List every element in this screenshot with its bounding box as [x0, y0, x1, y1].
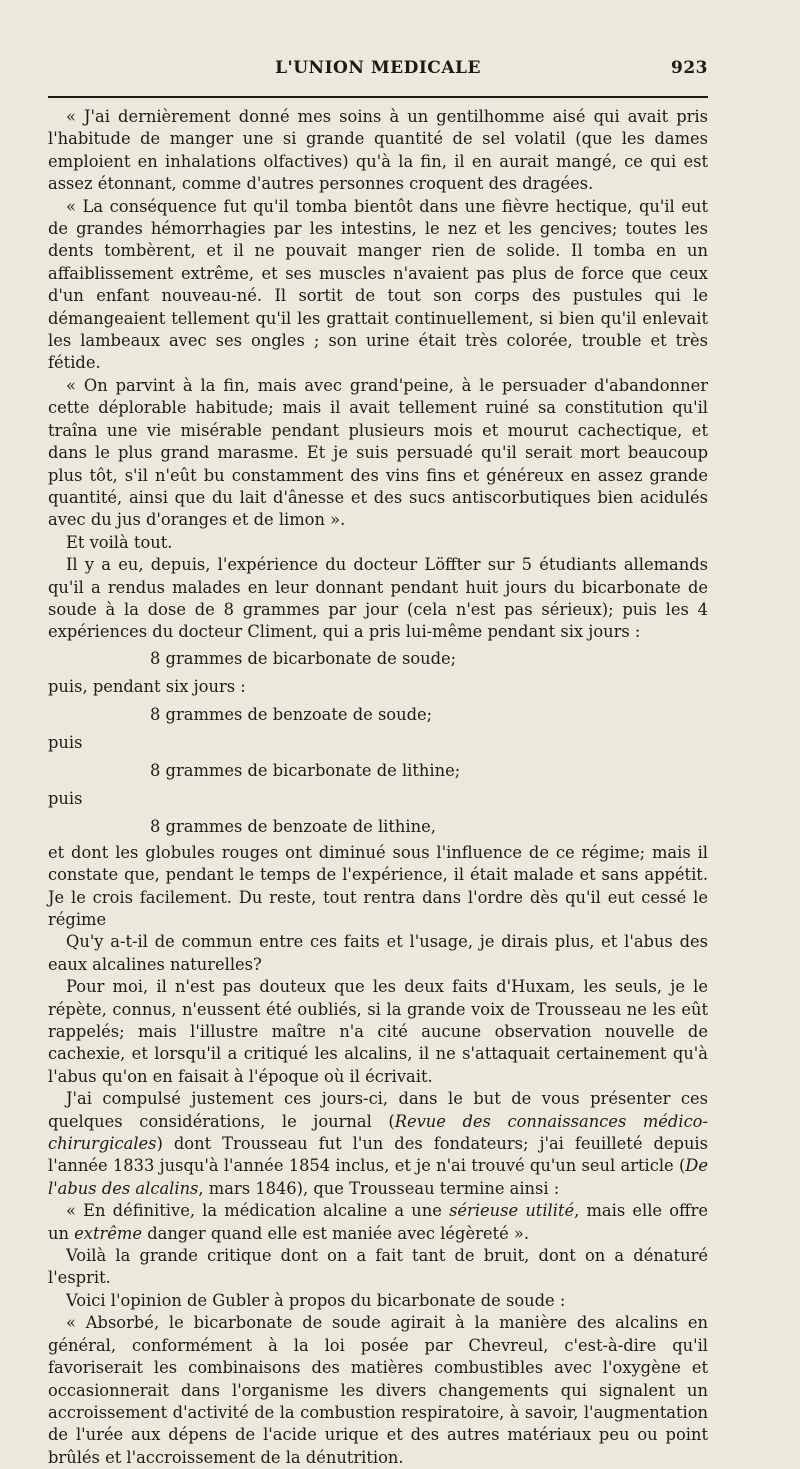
paragraph: et dont les globules rouges ont diminué sous l'influence de ce régime; mais il constate que, pendant le temps de l'expérience, il était malade et sans appétit. Je le crois facilement. Du reste, tout rentra dans l'ordre dès qu'il eut cessé le régime — [48, 842, 708, 929]
paragraph-quote — [48, 1200, 708, 1245]
text-run: J'ai compulsé justement ces jours-ci, dans le but de vous présenter ces quelques considérations, le journal ( — [48, 1089, 708, 1131]
paragraph: Il y a eu, depuis, l'expérience du docteur Löffter sur 5 étudiants allemands qu'il a rendus malades en leur donnant pendant huit jours du bicarbonate de soude à la dose de 8 grammes par jour (cela n'est pas sérieux); puis les 4 expériences du docteur Climent, qui a pris lui-même pendant six jours : — [48, 555, 708, 642]
header-rule — [48, 96, 708, 98]
text-run: , mais elle offre un — [48, 1201, 708, 1243]
emphasis: extrême — [74, 1223, 143, 1243]
regimen-label: puis, pendant six jours : — [48, 676, 246, 696]
regimen-label: puis — [48, 732, 83, 752]
regimen-line: 8 grammes de benzoate de lithine, — [150, 816, 436, 836]
journal-title: Revue des connaissances médico-chirurgicales — [48, 1111, 708, 1154]
paragraph: Voici l'opinion de Gubler à propos du bicarbonate de soude : — [66, 1290, 566, 1310]
paragraph: Et voilà tout. — [66, 532, 173, 552]
regimen-line: 8 grammes de bicarbonate de soude; — [150, 648, 457, 668]
paragraph: Qu'y a-t-il de commun entre ces faits et l'usage, je dirais plus, et l'abus des eaux alcalines naturelles? — [48, 932, 708, 974]
paragraph: « On parvint à la fin, mais avec grand'peine, à le persuader d'abandonner cette déplorable habitude; mais il avait tellement ruiné sa constitution qu'il traîna une vie misérable pendant plusieurs mois et mourut cachectique, et dans le plus grand marasme. Et je suis persuadé qu'il serait mort beaucoup plus tôt, s'il n'eût bu constamment des vins fins et généreux en assez grande quantité, ainsi que du lait d'ânesse et des sucs antiscorbutiques bien acidulés avec du jus d'oranges et de limon ». — [48, 375, 708, 530]
paragraph: « Absorbé, le bicarbonate de soude agirait à la manière des alcalins en général, conformément à la loi posée par Chevreul, c'est-à-dire qu'il favoriserait les combinaisons des matières combustibles avec l'oxygène et occasionnerait dans l'organisme les divers changements qui signalent un accroissement d'activité de la combustion respiratoire, à savoir, l'augmentation de l'urée aux dépens de l'acide urique et des autres matériaux peu ou point brûlés et l'accroissement de la dénutrition. — [48, 1313, 708, 1467]
text-run: « En définitive, la médication alcaline a une — [66, 1201, 450, 1221]
running-title: L'UNION MEDICALE — [275, 58, 481, 78]
text-run: danger quand elle est maniée avec légèreté ». — [142, 1223, 530, 1243]
paragraph: Voilà la grande critique dont on a fait tant de bruit, dont on a dénaturé l'esprit. — [48, 1246, 708, 1288]
page-header — [48, 58, 708, 88]
page-number: 923 — [671, 58, 708, 78]
article-title: De l'abus des alcalins — [48, 1156, 708, 1198]
text-run: , mars 1846), que Trousseau termine ainsi : — [198, 1178, 560, 1198]
text-run: ) dont Trousseau fut l'un des fondateurs; j'ai feuilleté depuis l'année 1833 jusqu'à l'année 1854 inclus, et je n'ai trouvé qu'un seul article ( — [48, 1134, 708, 1176]
regimen-line: 8 grammes de benzoate de soude; — [150, 704, 433, 724]
paragraph: « J'ai dernièrement donné mes soins à un gentilhomme aisé qui avait pris l'habitude de manger une si grande quantité de sel volatil (que les dames emploient en inhalations olfactives) qu'à la fin, il en aurait mangé, ce qui est assez étonnant, comme d'autres personnes croquent des dragées. — [48, 107, 708, 194]
article-body — [48, 106, 708, 1469]
emphasis: sérieuse utilité — [449, 1201, 575, 1221]
regimen-line: 8 grammes de bicarbonate de lithine; — [150, 760, 461, 780]
paragraph: Pour moi, il n'est pas douteux que les deux faits d'Huxam, les seuls, je le répète, connus, n'eussent été oubliés, si la grande voix de Trousseau ne les eût rappelés; mais l'illustre maître n'a cité aucune observation nouvelle de cachexie, et lorsqu'il a critiqué les alcalins, il ne s'attaquait certainement qu'à l'abus qu'on en faisait à l'époque où il écrivait. — [48, 977, 708, 1086]
paragraph-journal — [48, 1088, 708, 1200]
paragraph: « La conséquence fut qu'il tomba bientôt dans une fièvre hectique, qu'il eut de grandes hémorrhagies par les intestins, le nez et les gencives; toutes les dents tombèrent, et il ne pouvait manger rien de solide. Il tomba en un affaiblissement extrême, et ses muscles n'avaient pas plus de force que ceux d'un enfant nouveau-né. Il sortit de tout son corps des pustules qui le démangeaient tellement qu'il les grattait continuellement, si bien qu'il enlevait les lambeaux avec ses ongles ; son urine était très colorée, trouble et très fétide. — [48, 196, 708, 373]
regimen-label: puis — [48, 788, 83, 808]
